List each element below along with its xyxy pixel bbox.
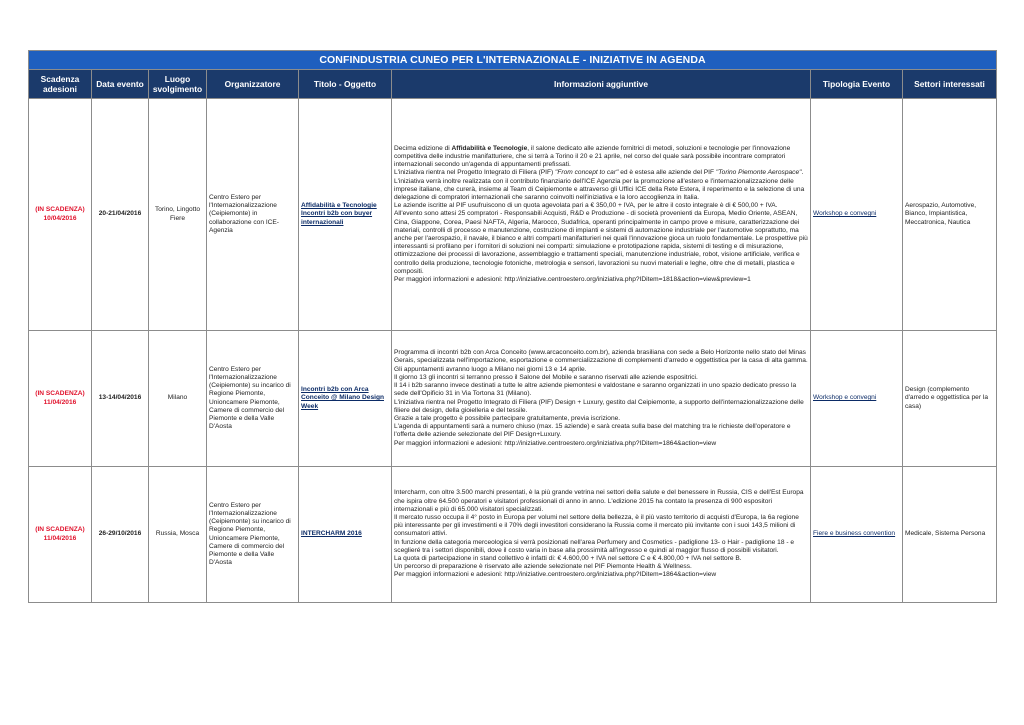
- table-row: [29, 331, 997, 467]
- scadenza-cell: [29, 99, 92, 331]
- info-cell: [392, 467, 811, 603]
- info-text-bold: Affidabilità e Tecnologie: [451, 144, 528, 152]
- scadenza-cell: [29, 467, 92, 603]
- info-text: Grazie a tale progetto è possibile partecipare gratuitamente, previa iscrizione.: [394, 414, 621, 422]
- tipologia-link[interactable]: Workshop e convegni: [811, 99, 903, 331]
- header-scadenza: Scadenza adesioni: [29, 70, 92, 99]
- luogo-cell: Russia, Mosca: [149, 467, 207, 603]
- scadenza-date: 11/04/2016: [43, 398, 77, 406]
- info-text: Il 14 i b2b saranno invece destinati a tutte le altre aziende piemontesi e valdostane e saranno organizzati in uno spazio dedicato presso la sede dell'Opificio 31 in Via Tortona 31 (Milano).: [394, 382, 797, 398]
- info-link[interactable]: Per maggiori informazioni e adesioni: http://iniziative.centroestero.org/iniziativa.php?IDitem=1864&action=view: [394, 571, 717, 579]
- titolo-link[interactable]: Incontri b2b con Arca Conceito @ Milano Design Week: [299, 331, 392, 467]
- agenda-table: [28, 50, 997, 603]
- header-info: Informazioni aggiuntive: [392, 70, 811, 99]
- tipologia-link[interactable]: Fiere e business convention: [811, 467, 903, 603]
- scadenza-cell: [29, 331, 92, 467]
- info-text: . L'iniziativa verrà inoltre realizzata con il contributo finanziario dell'ICE Agenzia per la promozione all'estero e l'internazionalizzazione delle imprese italiane, che curerà, insieme al Team di Ceipiemonte e attraverso gli Uffici ICE della Rete Estera, il reperimento e la selezione di una delegazione di compratori internazionali che saranno coinvolti nell'iniziativa e la loro accoglienza in Italia.: [394, 169, 805, 201]
- info-text: Decima edizione di: [394, 144, 452, 152]
- header-data-evento: Data evento: [92, 70, 149, 99]
- info-text: Il mercato russo occupa il 4° posto in Europa per volumi nel settore della bellezza, è il più vasto territorio di acquisti d'Europa, la 6a regione più interessante per gli investimenti e il 70% degli investitori considerano la Russia come il mercato più invitante con i suoi 143,5 milioni di consumatori attivi.: [394, 513, 799, 538]
- table-row: [29, 467, 997, 603]
- info-cell: [392, 331, 811, 467]
- info-text: Un percorso di preparazione è riservato alle aziende selezionate nel PIF Piemonte Health & Wellness.: [394, 563, 692, 571]
- header-luogo: Luogo svolgimento: [149, 70, 207, 99]
- info-text-italic: "Torino Piemonte Aerospace": [715, 169, 802, 177]
- settori-cell: Aerospazio, Automotive, Bianco, Impiantistica, Meccatronica, Nautica: [903, 99, 997, 331]
- data-evento-cell: 26-29/10/2016: [92, 467, 149, 603]
- scadenza-status: (IN SCADENZA): [35, 206, 85, 214]
- header-titolo: Titolo - Oggetto: [299, 70, 392, 99]
- header-tipologia: Tipologia Evento: [811, 70, 903, 99]
- info-text: La quota di partecipazione in stand collettivo è infatti di: € 4.600,00 + IVA nel settore C e € 4.800,00 + IVA nel settore B.: [394, 555, 742, 562]
- titolo-link[interactable]: Affidabilità e Tecnologie Incontri b2b con buyer internazionali: [299, 99, 392, 331]
- info-text: In funzione della categoria merceologica si verrà posizionati nell'area Perfumery and Cosmetics - padiglione 13- o Hair - padiglione 18 - e sceglieré tra i settori disponibili, dove il costo varia in base alla prossimità all'ingresso e quindi al maggior flusso di possibili visitatori.: [394, 538, 795, 554]
- scadenza-date: 11/04/2016: [43, 534, 77, 542]
- info-text: All'evento sono attesi 25 compratori - Responsabili Acquisti, R&D e Produzione - di società provenienti da Europa, Medio Oriente, ASEAN, Cina, Giappone, Corea, Paesi NAFTA, Algeria, Marocco, Sudafrica, operanti principalmente in campo prove e misure, caratterizzazione dei materiali, controlli di processo e manutenzione, costruzione di impianti e sistemi di automazione industriale per l'automotive soprattutto, ma anche per l'aerospazio, il navale, il bianco e altri comparti manifatturieri nei quali l'innovazione gioca un ruolo fondamentale. Le prospettive più interessanti si profilano per i fornitori di soluzioni nei comparti: simulazione e prototipazione rapida, sistemi di testing e di misurazione, ottimizzazione dei processi di lavorazione, assemblaggio e trattamenti speciali, manutenzione industriale, robot, visione artificiale, verifica e controllo della produzione, tecnologie fotoniche, metrologia e sensori, lavorazioni su nuovi materiali e leghe, oltre che di metalli, plastica e compositi.: [394, 210, 808, 275]
- tipologia-link[interactable]: Workshop e convegni: [811, 331, 903, 467]
- header-settori: Settori interessati: [903, 70, 997, 99]
- luogo-cell: Milano: [149, 331, 207, 467]
- scadenza-status: (IN SCADENZA): [35, 390, 85, 398]
- header-organizzatore: Organizzatore: [207, 70, 299, 99]
- info-text-italic: "From concept to car": [555, 169, 619, 177]
- table-header-row: [29, 70, 997, 99]
- scadenza-date: 10/04/2016: [43, 214, 77, 222]
- info-link[interactable]: Per maggiori informazioni e adesioni: http://iniziative.centroestero.org/iniziativa.php?IDitem=1818&action=view&preview=1: [394, 276, 751, 284]
- info-text: L'agenda di appuntamenti sarà a numero chiuso (max. 15 aziende) e sarà creata sulla base del matching tra le richieste dell'operatore e l'offerta delle aziende selezionate del PIF Design+Luxury.: [394, 423, 791, 439]
- info-text: L'iniziativa rientra nel Progetto Integrato di Filiera (PIF): [394, 169, 556, 177]
- page-title: CONFINDUSTRIA CUNEO PER L'INTERNAZIONALE - INIZIATIVE IN AGENDA: [29, 51, 997, 70]
- info-text: Le aziende iscritte al PIF usufruiscono di un quota agevolata pari a € 350,00 + IVA, per le altre il costo integrale è di € 500,00 + IVA.: [394, 202, 778, 210]
- info-text: Intercharm, con oltre 3.500 marchi presentati, è la più grande vetrina nei settori della salute e del benessere in Russia, CIS e dell'Est Europa che ispira oltre 64.500 operatori e visitatori professionali di anno in anno. L'edizione 2015 ha contato la presenza di 900 espositori internazionali e più di 65.000 visitatori specializzati.: [394, 489, 804, 513]
- data-evento-cell: 13-14/04/2016: [92, 331, 149, 467]
- settori-cell: Medicale, Sistema Persona: [903, 467, 997, 603]
- organizzatore-cell: Centro Estero per l'Internazionalizzazione (Ceipiemonte) in collaborazione con ICE-Agenzia: [207, 99, 299, 331]
- titolo-link[interactable]: INTERCHARM 2016: [299, 467, 392, 603]
- luogo-cell: Torino, Lingotto Fiere: [149, 99, 207, 331]
- info-text: , il salone dedicato alle aziende fornitrici di metodi, soluzioni e tecnologie per l'innovazione competitiva delle industrie manifatturiere, che si terrà a Torino il 20 e 21 aprile, nel corso del quale sarà possibile incontrare compratori internazionali secondo un'agenda di appuntamenti prefissati.: [394, 144, 791, 169]
- info-text: Il giorno 13 gli incontri si terranno presso il Salone del Mobile e saranno riservati alle aziende espositrici.: [394, 373, 698, 381]
- info-text: ed è estesa alle aziende del PIF: [618, 169, 716, 177]
- table-row: [29, 99, 997, 331]
- settori-cell: Design (complemento d'arredo e oggettistica per la casa): [903, 331, 997, 467]
- scadenza-status: (IN SCADENZA): [35, 526, 85, 534]
- organizzatore-cell: Centro Estero per l'Internazionalizzazione (Ceipiemonte) su incarico di Regione Piemonte, Unioncamere Piemonte, Camere di commercio del Piemonte e della Valle D'Aosta: [207, 331, 299, 467]
- data-evento-cell: 20-21/04/2016: [92, 99, 149, 331]
- info-text: Programma di incontri b2b con Arca Conceito (www.arcaconceito.com.br), azienda brasiliana con sede a Belo Horizonte nello stato del Minas Gerais, specializzata nell'importazione, esportazione e commercializzazione di complementi d'arredo e oggettistica per la casa di alta gamma. Gli appuntamenti avranno luogo a Milano nei giorni 13 e 14 aprile.: [394, 349, 808, 373]
- organizzatore-cell: Centro Estero per l'Internazionalizzazione (Ceipiemonte) su incarico di Regione Piemonte, Unioncamere Piemonte, Camere di commercio del Piemonte e della Valle D'Aosta: [207, 467, 299, 603]
- info-link[interactable]: Per maggiori informazioni e adesioni: http://iniziative.centroestero.org/iniziativa.php?IDitem=1864&action=view: [394, 439, 717, 447]
- info-text: L'iniziativa rientra nel Progetto Integrato di Filiera (PIF) Design + Luxury, gestito dal Ceipiemonte, a supporto dell'internazionalizzazione delle filiere del design, della gioielleria e del tessile.: [394, 398, 804, 414]
- info-cell: [392, 99, 811, 331]
